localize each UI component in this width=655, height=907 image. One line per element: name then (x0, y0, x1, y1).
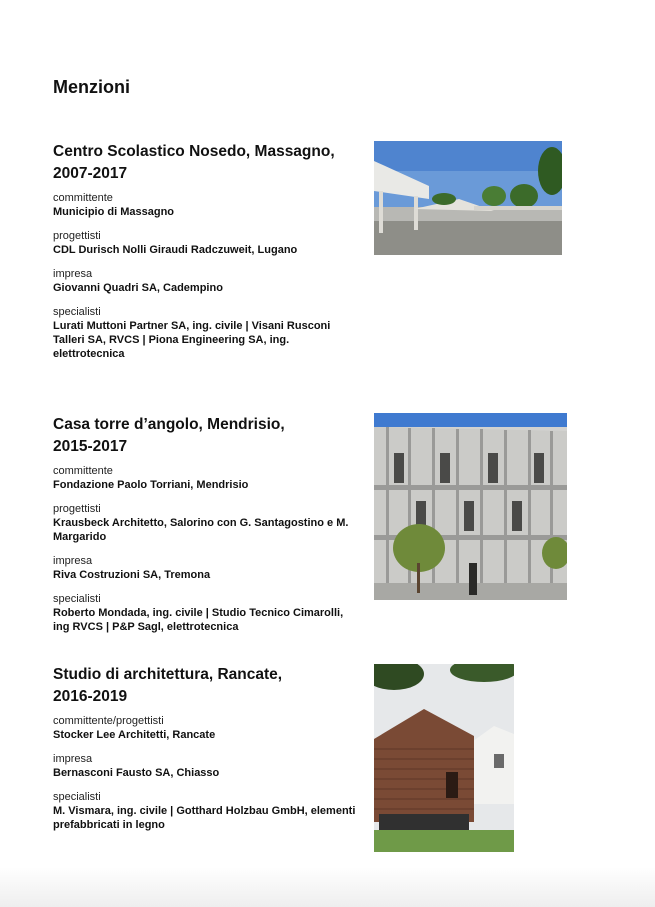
field-label: impresa (53, 753, 93, 765)
field-progettisti (53, 502, 368, 544)
field-committente (53, 464, 368, 492)
field-label: progettisti (53, 503, 101, 515)
field-label: committente (53, 192, 113, 204)
entry-title-line1: Casa torre d’angolo, Mendrisio, (53, 416, 285, 433)
field-label: specialisti (53, 593, 101, 605)
field-value-line: ing RVCS | P&P Sagl, elettrotecnica (53, 621, 239, 633)
field-label: impresa (53, 555, 93, 567)
entry-title-line2: 2015-2017 (53, 438, 128, 455)
entry-title-line2: 2016-2019 (53, 688, 128, 705)
field-label: specialisti (53, 791, 101, 803)
field-label: committente (53, 465, 113, 477)
field-label: specialisti (53, 306, 101, 318)
field-label: committente/progettisti (53, 715, 164, 727)
field-value: Fondazione Paolo Torriani, Mendrisio (53, 479, 249, 491)
entry-title (53, 664, 368, 708)
entry-title (53, 141, 368, 185)
field-value: Bernasconi Fausto SA, Chiasso (53, 767, 220, 779)
field-value-line: M. Vismara, ing. civile | Gotthard Holzbau GmbH, elementi (53, 805, 356, 817)
entry-title-line1: Studio di architettura, Rancate, (53, 666, 283, 683)
photo-centro-scolastico (374, 141, 562, 255)
entry-casa-torre (53, 414, 368, 644)
field-value-line: Margarido (53, 531, 107, 543)
field-value: Municipio di Massagno (53, 206, 175, 218)
field-specialisti (53, 592, 368, 634)
field-value: CDL Durisch Nolli Giraudi Radczuweit, Lugano (53, 244, 298, 256)
field-label: progettisti (53, 230, 101, 242)
field-impresa (53, 752, 368, 780)
field-value: Giovanni Quadri SA, Cadempino (53, 282, 223, 294)
entry-title-line2: 2007-2017 (53, 165, 128, 182)
entry-studio-architettura (53, 664, 368, 842)
page-title: Menzioni (53, 77, 130, 97)
entry-title-line1: Centro Scolastico Nosedo, Massagno, (53, 143, 335, 160)
entry-centro-scolastico (53, 141, 368, 371)
field-impresa (53, 554, 368, 582)
field-value-line: Roberto Mondada, ing. civile | Studio Tecnico Cimarolli, (53, 607, 344, 619)
photo-casa-torre (374, 413, 567, 600)
field-value-line: prefabbricati in legno (53, 819, 165, 831)
field-label: impresa (53, 268, 93, 280)
field-value-line: Lurati Muttoni Partner SA, ing. civile | Visani Rusconi (53, 320, 331, 332)
entry-title (53, 414, 368, 458)
field-specialisti (53, 790, 368, 832)
field-value: Stocker Lee Architetti, Rancate (53, 729, 216, 741)
field-committente-progettisti (53, 714, 368, 742)
page-bottom-shadow (0, 867, 655, 907)
field-impresa (53, 267, 368, 295)
field-value: Riva Costruzioni SA, Tremona (53, 569, 211, 581)
field-committente (53, 191, 368, 219)
photo-studio-architettura (374, 664, 514, 852)
field-specialisti (53, 305, 368, 361)
field-value-line: Krausbeck Architetto, Salorino con G. Santagostino e M. (53, 517, 349, 529)
field-progettisti (53, 229, 368, 257)
field-value-line: elettrotecnica (53, 348, 125, 360)
field-value-line: Talleri SA, RVCS | Piona Engineering SA, ing. (53, 334, 290, 346)
